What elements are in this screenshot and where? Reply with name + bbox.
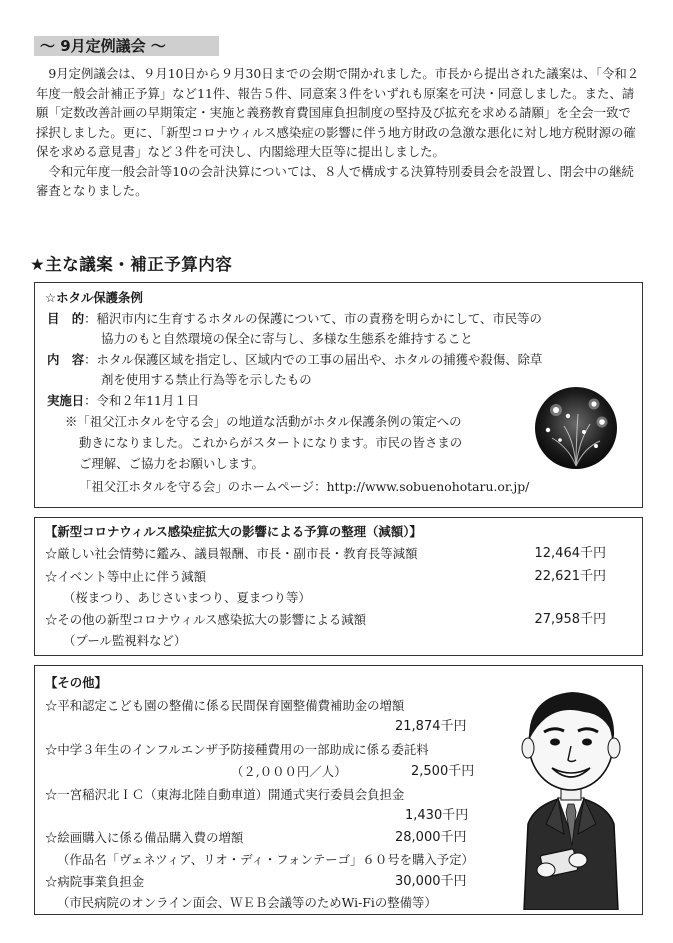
section-title: ～ 9月定例議会 ～ (34, 36, 219, 56)
intro-paragraph-1: 9月定例議会は、９月10日から９月30日までの会期で開かれました。市長から提出された議案は、「令和２年度一般会計補正予算」など11件、報告５件、同意案３件をいずれも原案を可決・同意しました。また、請願「定数改善計画の早期策定・実施と義務教育費国庫負担制度の堅持及び拡充を求める請願」を全会一致で採択しました。更に、「新型コロナウィルス感染症の影響に伴う地方財政の急激な悪化に対し地方税財源の確保を求める意見書」など３件を可決し、内閣総理大臣等に提出しました。 (36, 66, 640, 159)
other-item-1-amount: 21,874千円 (395, 719, 467, 734)
covid-item-2-sub: （桜まつり、あじさいまつり、夏まつり等） (63, 590, 311, 605)
covid-item-2-text: ☆イベント等中止に伴う減額 (45, 569, 207, 584)
hotaru-title: ☆ホタル保護条例 (45, 290, 143, 305)
other-item-3-text: ☆一宮稲沢北ＩＣ（東海北陸自動車道）開通式実行委員会負担金 (45, 787, 405, 802)
date-value: ：令和２年11月１日 (84, 393, 200, 408)
covid-item-1-amount: 12,464千円 (534, 546, 606, 561)
hotaru-homepage-link[interactable]: 「祖父江ホタルを守る会」のホームページ：http://www.sobuenohotaru.or.jp/ (79, 479, 530, 494)
other-item-4-sub: （作品名「ヴェネツィア、リオ・ディ・フォンテーゴ」６０号を購入予定） (57, 852, 474, 867)
covid-budget-box (34, 517, 643, 656)
firefly-illustration-icon (534, 386, 618, 470)
content-text-2: 剤を使用する禁止行為等を示したもの (101, 372, 312, 387)
covid-item-1-text: ☆厳しい社会情勢に鑑み、議員報酬、市長・副市長・教育長等減額 (45, 546, 418, 561)
purpose-text-1: ：稲沢市内に生育するホタルの保護について、市の責務を明らかにして、市民等の (84, 311, 542, 326)
purpose-text-2: 協力のもと自然環境の保全に寄与し、多様な生態系を維持すること (101, 331, 473, 346)
note-line-1: ※「祖父江ホタルを守る会」の地道な活動がホタル保護条例の策定への (65, 414, 462, 429)
intro-text (36, 64, 642, 201)
note-line-3: ご理解、ご協力をお願いします。 (79, 456, 264, 471)
purpose-label: 目 的 (47, 311, 85, 326)
main-heading: ★主な議案・補正予算内容 (30, 255, 233, 274)
content-row (47, 350, 542, 369)
other-item-5-sub: （市民病院のオンライン面会、ＷＥＢ会議等のためWi-Fiの整備等） (57, 895, 437, 910)
other-title: 【その他】 (45, 675, 107, 690)
note-line-2: 動きになりました。これからがスタートになります。市民の皆さまの (79, 435, 463, 450)
covid-budget-title: 【新型コロナウィルス感染症拡大の影響による予算の整理（減額）】 (45, 524, 422, 539)
date-label: 実施日 (47, 393, 85, 408)
covid-item-3-text: ☆その他の新型コロナウィルス感染拡大の影響による減額 (45, 612, 367, 627)
mayor-caricature-icon (506, 674, 636, 910)
purpose-row (47, 309, 542, 328)
content-text-1: ：ホタル保護区域を指定し、区域内での工事の届出や、ホタルの捕獲や殺傷、除草 (84, 352, 543, 367)
other-item-2-sub: （２,０００円／人） (231, 764, 347, 779)
other-item-3-amount: 1,430千円 (405, 808, 469, 823)
other-item-2-amount: 2,500千円 (411, 764, 475, 779)
other-item-5-amount: 30,000千円 (395, 874, 467, 889)
other-item-5-text: ☆病院事業負担金 (45, 874, 145, 889)
intro-paragraph-2: 令和元年度一般会計等10の会計決算については、８人で構成する決算特別委員会を設置し、閉会中の継続審査となりました。 (36, 163, 634, 198)
covid-item-2-amount: 22,621千円 (534, 569, 606, 584)
other-item-4-amount: 28,000千円 (395, 830, 467, 845)
covid-item-3-sub: （プール監視料など） (63, 633, 187, 648)
covid-item-3-amount: 27,958千円 (534, 612, 606, 627)
content-label: 内 容 (47, 352, 85, 367)
other-item-1-text: ☆平和認定こども園の整備に係る民間保育園整備費補助金の増額 (45, 698, 405, 713)
other-item-2-text: ☆中学３年生のインフルエンザ予防接種費用の一部助成に係る委託料 (45, 742, 429, 757)
other-item-4-text: ☆絵画購入に係る備品購入費の増額 (45, 830, 244, 845)
date-row (47, 391, 199, 410)
